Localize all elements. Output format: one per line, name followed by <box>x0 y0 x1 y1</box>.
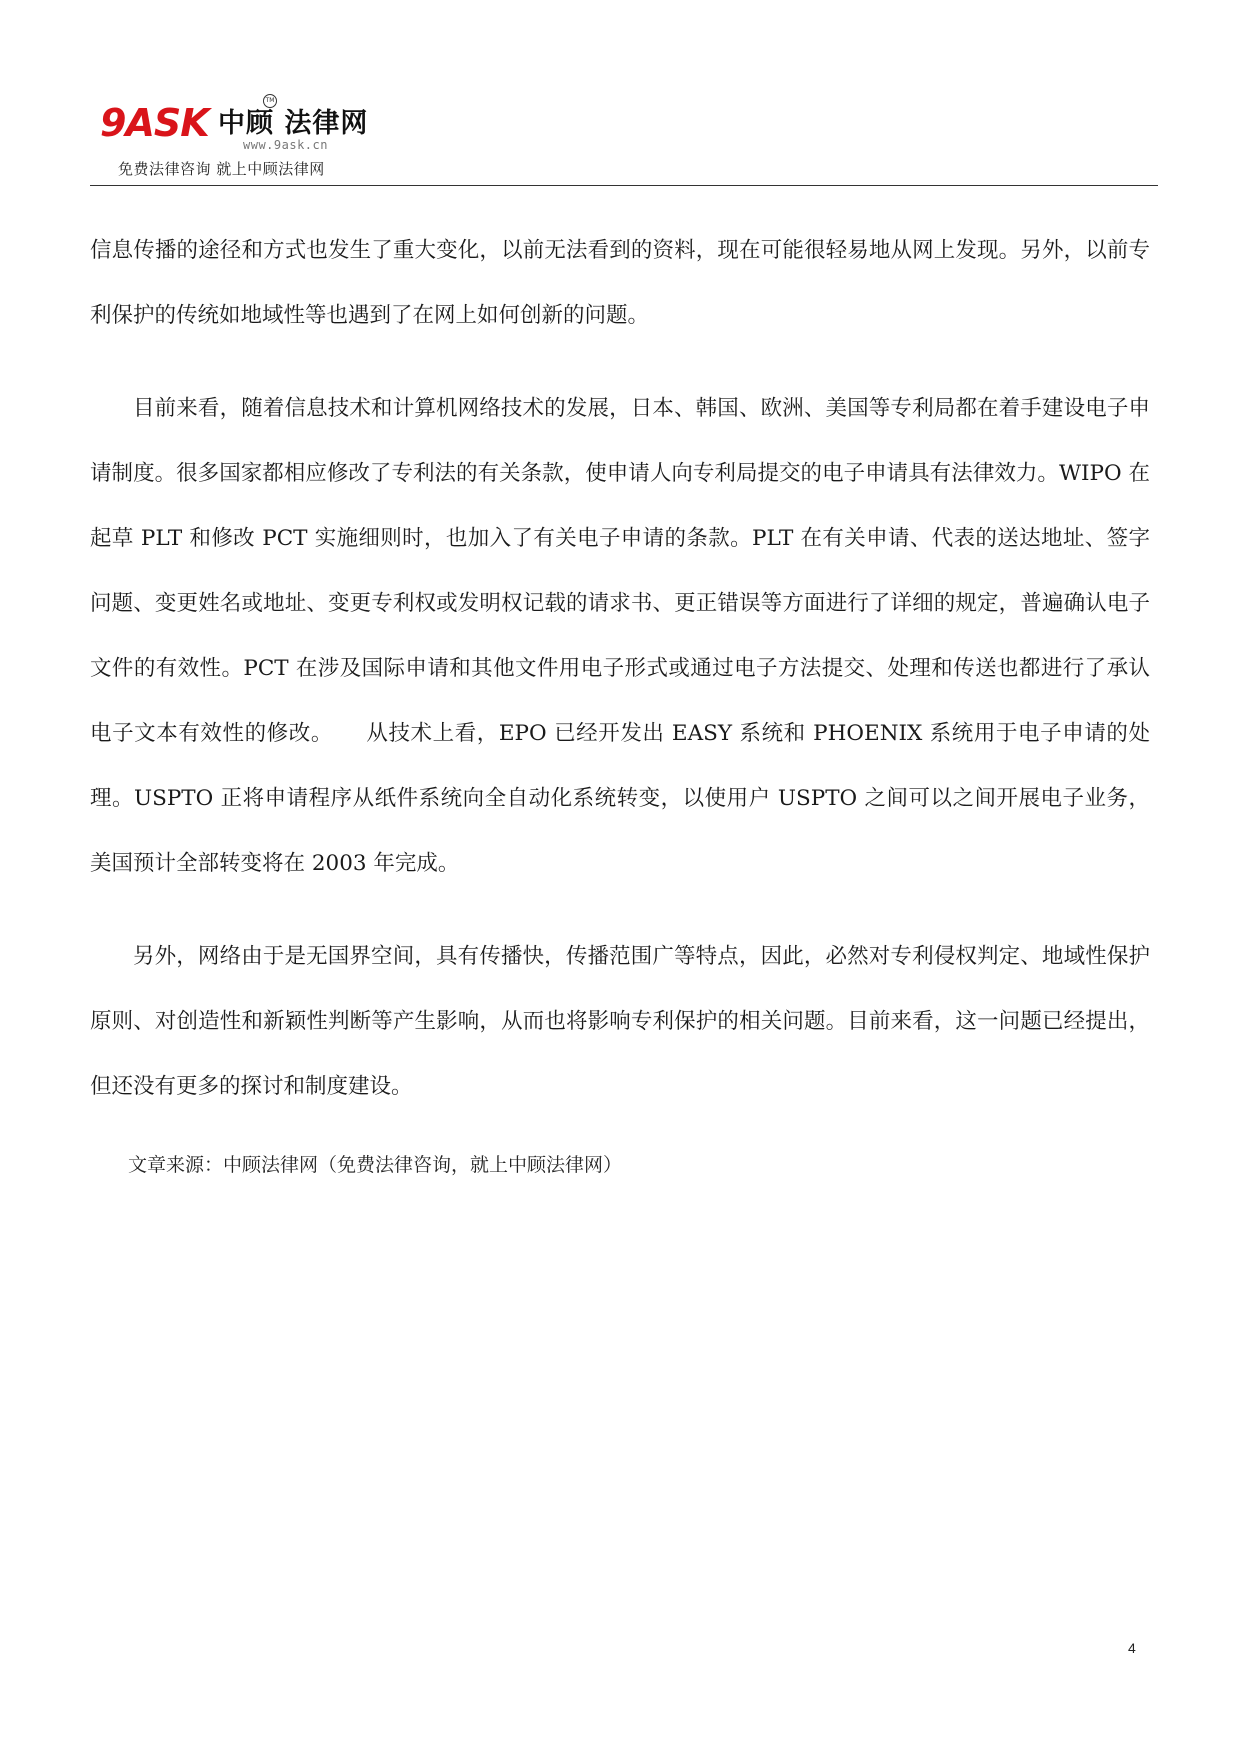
article-body <box>90 218 1150 1185</box>
paragraph-2: 目前来看，随着信息技术和计算机网络技术的发展，日本、韩国、欧洲、美国等专利局都在着手建设电子申请制度。很多国家都相应修改了专利法的有关条款，使申请人向专利局提交的电子申请具有法律效力。WIPO 在起草 PLT 和修改 PCT 实施细则时，也加入了有关电子申请的条款。PLT 在有关申请、代表的送达地址、签字问题、变更姓名或地址、变更专利权或发明权记载的请求书、更正错误等方面进行了详细的规定，普遍确认电子文件的有效性。PCT 在涉及国际申请和其他文件用电子形式或通过电子方法提交、处理和传送也都进行了承认电子文本有效性的修改。 从技术上看，EPO 已经开发出 EASY 系统和 PHOENIX 系统用于电子申请的处理。USPTO 正将申请程序从纸件系统向全自动化系统转变，以使用户 USPTO 之间可以之间开展电子业务，美国预计全部转变将在 2003 年完成。 <box>90 396 1150 876</box>
page-number: 4 <box>1128 1640 1136 1656</box>
article-source: 文章来源：中顾法律网（免费法律咨询，就上中顾法律网） <box>128 1154 623 1176</box>
trademark-icon: TM <box>263 94 277 108</box>
logo-slogan: 免费法律咨询 就上中顾法律网 <box>118 160 325 178</box>
paragraph-1: 信息传播的途径和方式也发生了重大变化，以前无法看到的资料，现在可能很轻易地从网上发现。另外，以前专利保护的传统如地域性等也遇到了在网上如何创新的问题。 <box>90 238 1150 328</box>
logo-name: 中顾 法律网 <box>218 108 369 139</box>
header-divider <box>90 185 1158 186</box>
site-logo <box>100 97 440 180</box>
logo-mark: 9ASK <box>100 101 209 145</box>
paragraph-3: 另外，网络由于是无国界空间，具有传播快，传播范围广等特点，因此，必然对专利侵权判定、地域性保护原则、对创造性和新颖性判断等产生影响，从而也将影响专利保护的相关问题。目前来看，这一问题已经提出，但还没有更多的探讨和制度建设。 <box>90 944 1150 1099</box>
logo-url: www.9ask.cn <box>243 138 328 152</box>
page-header <box>90 90 1158 186</box>
